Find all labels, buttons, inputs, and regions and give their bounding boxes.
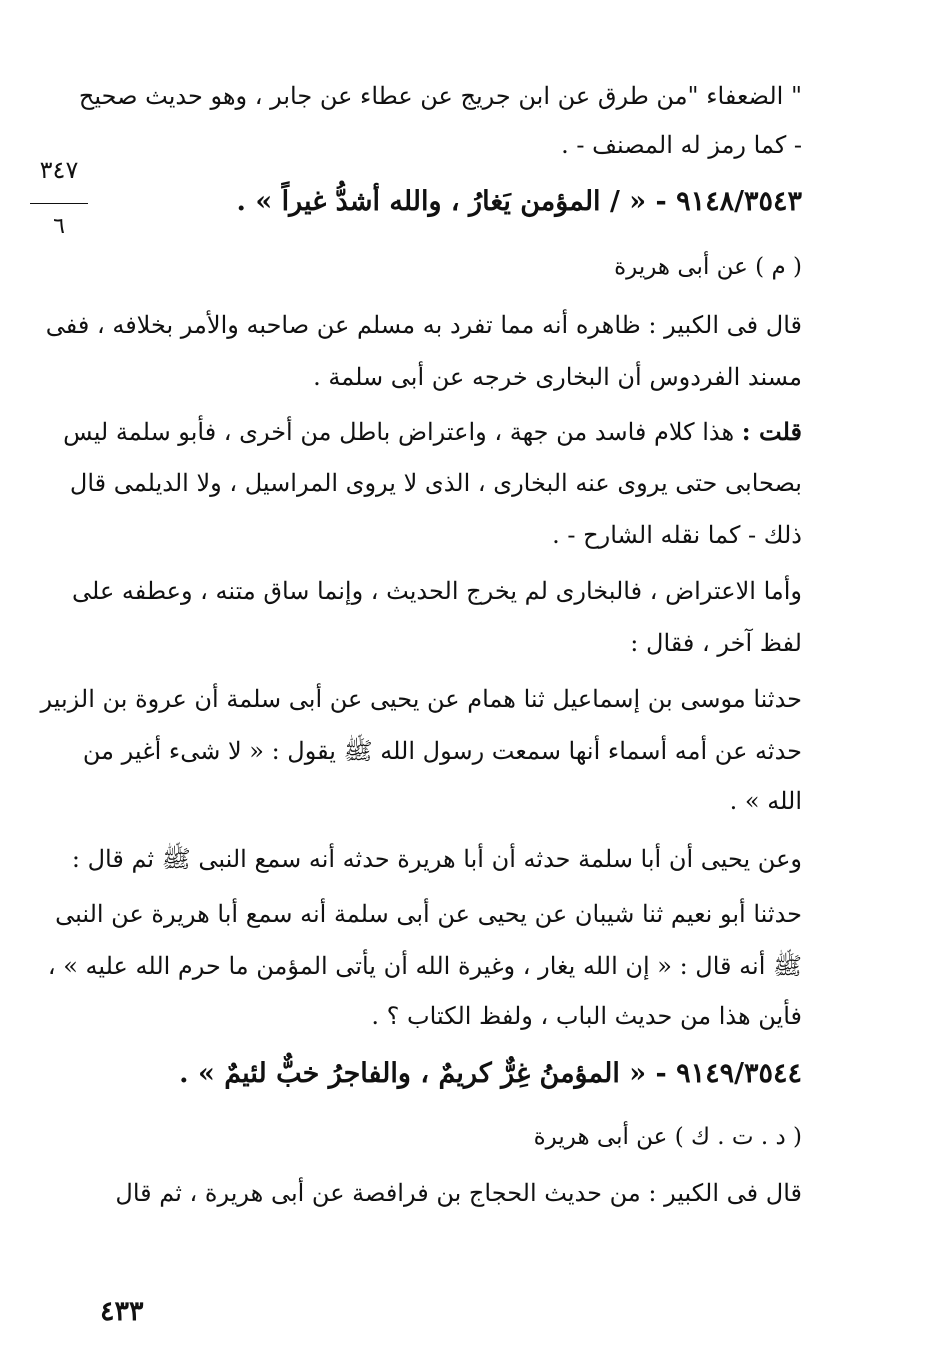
text-line-13: حدثه عن أمه أسماء أنها سمعت رسول الله ﷺ يقول : « لا شىء أغير من xyxy=(82,737,802,765)
text-line-9: ذلك - كما نقله الشارح - . xyxy=(552,521,802,549)
text-line-15: وعن يحيى أن أبا سلمة حدثه أن أبا هريرة حدثه أنه سمع النبى ﷺ ثم قال : xyxy=(71,845,802,873)
text-line-10: وأما الاعتراض ، فالبخارى لم يخرج الحديث ، وإنما ساق متنه ، وعطفه على xyxy=(72,577,802,605)
hadith-source-9148: ( م ) عن أبى هريرة xyxy=(614,254,802,280)
text-line-8: بصحابى حتى يروى عنه البخارى ، الذى لا يروى المراسيل ، ولا الديلمى قال xyxy=(69,469,802,497)
qultu-label: قلت : xyxy=(741,417,802,446)
text-line-5: قال فى الكبير : ظاهره أنه مما تفرد به مسلم عن صاحبه والأمر بخلافه ، ففى xyxy=(45,311,802,339)
qultu-text: هذا كلام فاسد من جهة ، واعتراض باطل من أخرى ، فأبو سلمة ليس xyxy=(63,418,735,446)
hadith-heading-9149: ٩١٤٩/٣٥٤٤ - « المؤمنُ غِرٌّ كريمٌ ، والفاجرُ خبٌّ لئيمٌ » . xyxy=(179,1058,802,1089)
hadith-heading-9148: ٩١٤٨/٣٥٤٣ - « / المؤمن يَغارُ ، والله أشدُّ غيراً » . xyxy=(236,186,802,217)
margin-divider xyxy=(30,203,88,204)
text-line-18: فأين هذا من حديث الباب ، ولفظ الكتاب ؟ . xyxy=(371,1002,802,1030)
text-line-14: الله » . xyxy=(729,787,802,815)
margin-column-number: ٦ xyxy=(53,214,65,239)
text-line-11: لفظ آخر ، فقال : xyxy=(630,629,802,657)
text-line-1: " الضعفاء "من طرق عن ابن جريج عن عطاء عن جابر ، وهو حديث صحيح xyxy=(78,82,802,110)
page-number: ٤٣٣ xyxy=(100,1296,144,1327)
hadith-source-9149: ( د . ت . ك ) عن أبى هريرة xyxy=(533,1124,802,1150)
text-line-17: ﷺ أنه قال : « إن الله يغار ، وغيرة الله أن يأتى المؤمن ما حرم الله عليه » ، xyxy=(47,952,802,980)
text-line-21: قال فى الكبير : من حديث الحجاج بن فرافصة عن أبى هريرة ، ثم قال xyxy=(115,1179,802,1207)
text-line-6: مسند الفردوس أن البخارى خرجه عن أبى سلمة . xyxy=(313,363,802,391)
margin-volume-page-number: ٣٤٧ xyxy=(39,156,79,184)
text-line-12: حدثنا موسى بن إسماعيل ثنا همام عن يحيى عن أبى سلمة أن عروة بن الزبير xyxy=(40,685,802,713)
text-line-2: - كما رمز له المصنف - . xyxy=(561,131,802,159)
text-line-16: حدثنا أبو نعيم ثنا شيبان عن يحيى عن أبى سلمة أنه سمع أبا هريرة عن النبى xyxy=(55,900,802,928)
qultu-paragraph-line-1 xyxy=(63,415,802,449)
